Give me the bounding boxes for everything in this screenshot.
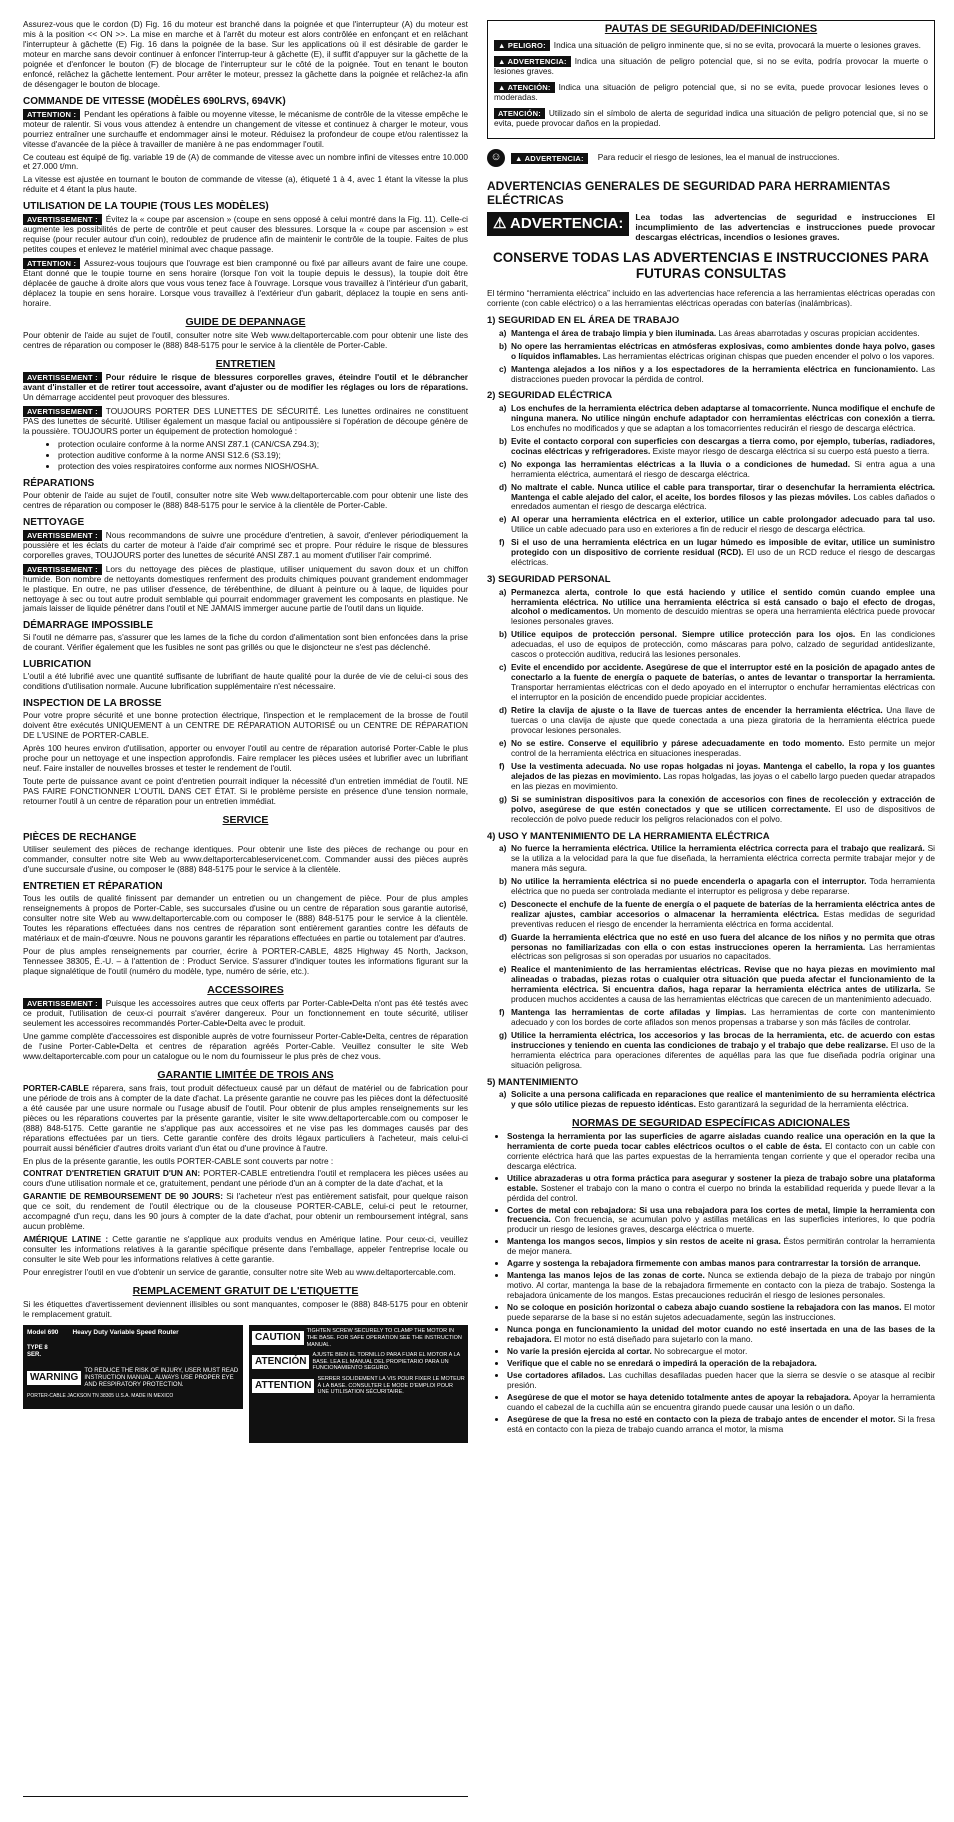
list-item bbox=[499, 1008, 935, 1028]
list-item bbox=[499, 900, 935, 930]
reparations-heading: RÉPARATIONS bbox=[23, 477, 95, 489]
item-letter: c) bbox=[499, 662, 507, 673]
list-item bbox=[507, 1132, 935, 1172]
list-item bbox=[499, 630, 935, 660]
item-detail: Los cables dañados o enredados aumentan el riesgo de descarga eléctrica. bbox=[511, 491, 935, 512]
section-4-list bbox=[487, 844, 935, 1071]
list-item bbox=[507, 1325, 935, 1345]
list-item bbox=[507, 1359, 935, 1369]
nettoyage-text-2: Lors du nettoyage des pièces de plastique, utiliser uniquement du savon doux et un chiffon humide. Bon nombre de nettoyants domestiques renferment des produits chimiques pouvant grandement endommager le plastique. En outre, ne pas utiliser d'essence, de térébenthine, de diluant à peinture ou à laque, de liquides pour nettoyage à sec ou tout autre produit semblable qui pourrait endommager gravement les composants en plastique. Ne jamais laisser de liquide pénétrer dans l'outil et NE JAMAIS immerger aucune partie de l'outil dans un liquide. bbox=[23, 563, 468, 614]
normas-list bbox=[499, 1132, 935, 1435]
item-detail: Las herramientas de corte con mantenimiento adecuado y con los bordes de corte afilados son menos propensas a trabarse y son más fáciles de controlar. bbox=[511, 1007, 935, 1028]
definitions-title: PAUTAS DE SEGURIDAD/DEFINICIONES bbox=[604, 23, 818, 35]
inspection-paragraph-2: Après 100 heures environ d'utilisation, apporter ou envoyer l'outil au centre de réparation autorisé Porter-Cable le plus proche pour un nettoyage et une inspection approfondis. Faire remplacer les pièces usées et lubrifier avec un lubrifiant neuf. Faire installer de nouvelles brosses et tester le rendement de l'outil. bbox=[23, 743, 468, 773]
item-bold: Realice el mantenimiento de las herramientas eléctricas. Revise que no haya piezas en movimiento mal alineadas o trabadas, piezas rotas o cualquier otra situación que pueda afectar el funcionamiento de la herramienta eléctrica. Si encuentra daños, haga reparar la herramienta eléctrica antes de utilizarla. bbox=[511, 964, 935, 995]
list-item bbox=[499, 588, 935, 628]
list-item bbox=[507, 1415, 935, 1435]
item-bold: Guarde la herramienta eléctrica que no esté en uso fuera del alcance de los niños y no permita que otras personas no familiarizadas con ella o con estas instrucciones operen la herramienta. bbox=[511, 931, 935, 952]
advertencia-text: Lea todas las advertencias de seguridad e instrucciones El incumplimiento de las advertencias e instrucciones puede provocar descargas eléctricas, incendios o lesiones graves. bbox=[635, 211, 935, 243]
norma-detail: No sobrecargue el motor. bbox=[651, 1345, 748, 1356]
norma-bold: No se coloque en posición horizontal o cabeza abajo cuando sostiene la rebajadora con las manos. bbox=[507, 1302, 902, 1313]
item-text bbox=[511, 844, 935, 874]
item-text bbox=[511, 538, 935, 568]
accessoires-paragraph-1 bbox=[23, 998, 468, 1029]
avertissement-tag: AVERTISSEMENT : bbox=[23, 406, 102, 417]
garantie-text-3: PORTER-CABLE entretiendra l'outil et remplacera les pièces usées au cours d'une utilisation normale et ce, gratuitement, pendant une période d'un an à compter de la date d'achat, et la bbox=[23, 1168, 468, 1189]
definitions-box bbox=[487, 20, 935, 139]
list-item bbox=[499, 739, 935, 759]
item-detail: El uso de dispositivos de recolección de polvo puede reducir los peligros relacionados con el polvo. bbox=[511, 803, 936, 824]
advertencia-tag: ▲ ADVERTENCIA: bbox=[511, 153, 588, 164]
item-text bbox=[511, 329, 935, 339]
def-advertencia-text: Indica una situación de peligro potencial que, si no se evita, podría provocar la muerte o lesiones graves. bbox=[494, 56, 928, 77]
norma-detail: Si la fresa está en contacto con la pieza de trabajo cuando arranca el motor, la misma bbox=[507, 1413, 935, 1434]
bottom-divider bbox=[23, 1796, 468, 1797]
entretien-heading: ENTRETIEN bbox=[215, 357, 276, 370]
item-text bbox=[511, 795, 935, 825]
item-letter: g) bbox=[499, 793, 507, 804]
item-detail: El uso de un RCD reduce el riesgo de descargas eléctricas. bbox=[511, 547, 935, 568]
list-item bbox=[499, 538, 935, 568]
item-detail: Utilice un cable adecuado para uso en exteriores a fin de reducir el riesgo de descarga eléctrica. bbox=[511, 524, 866, 535]
entretien-text-2: TOUJOURS PORTER DES LUNETTES DE SÉCURITÉ. Les lunettes ordinaires ne constituent PAS des lunettes de sécurité. Utiliser également un masque facial ou antipoussière si l'opération de découpe génère de la poussière. TOUJOURS porter un équipement de protection homologué : bbox=[23, 406, 468, 436]
list-item bbox=[499, 762, 935, 792]
avertissement-tag: AVERTISSEMENT : bbox=[23, 564, 102, 575]
item-letter: b) bbox=[499, 340, 507, 351]
entretien-reparation-paragraph-1: Tous les outils de qualité finissent par demander un entretien ou un changement de pièce. Pour de plus amples renseignements à propos de Porter-Cable, ses succursales d'usine ou un centre de réparation sous garantie autorisé, consulter notre site Web au www.deltaportercable.com ou composer le (888) 848-5175 pour le service à la clientèle. Toutes les réparations effectuées dans nos centres de réparation sont entièrement garanties contre les défauts de matériaux et de main-d'œuvre. Nous ne pouvons garantir les réparations effectuées en partie ou totalement par d'autres. bbox=[23, 893, 468, 944]
label-caution: CAUTION bbox=[252, 1331, 304, 1345]
def-atencion bbox=[494, 82, 928, 103]
list-item bbox=[499, 877, 935, 897]
label-atencion-text: AJUSTE BIEN EL TORNILLO PARA FIJAR EL MOTOR A LA BASE. LEA EL MANUAL DEL PROPIETARIO PARA UN FUNCIONAMIENTO SEGURO. bbox=[312, 1352, 460, 1372]
section-3-heading: 3) SEGURIDAD PERSONAL bbox=[487, 574, 611, 586]
item-text bbox=[511, 965, 935, 1005]
item-letter: e) bbox=[499, 964, 507, 975]
norma-detail: Con frecuencia, se acumulan polvo y astillas metálicas en las superficies interiores, lo que podría producir un riesgo de lesiones graves, descarga eléctrica o muerte. bbox=[507, 1214, 935, 1235]
item-bold: Evite el encendido por accidente. Asegúrese de que el interruptor esté en la posición de apagado antes de conectarlo a la fuente de energía o paquete de baterías, o antes de levantar o transportar la herramienta. bbox=[511, 662, 935, 683]
item-text bbox=[511, 706, 935, 736]
list-item bbox=[507, 1347, 935, 1357]
list-item bbox=[507, 1259, 935, 1269]
contrat-bold: CONTRAT D'ENTRETIEN GRATUIT D'UN AN: bbox=[23, 1168, 201, 1179]
norma-detail: Sostener el trabajo con la mano o contra el cuerpo no brinda la estabilidad requerida y puede llevar a la pérdida del control. bbox=[507, 1182, 935, 1203]
section-3-list bbox=[487, 588, 935, 825]
general-warnings-title: ADVERTENCIAS GENERALES DE SEGURIDAD PARA HERRAMIENTAS ELÉCTRICAS bbox=[487, 179, 891, 208]
toupie-heading: UTILISATION DE LA TOUPIE (TOUS LES MODÈLES) bbox=[23, 201, 269, 213]
garantie-paragraph-5 bbox=[23, 1235, 468, 1265]
garantie-text-5: Cette garantie ne s'applique aux produits vendus en Amérique latine. Pour ceux-ci, veuillez consulter les informations relatives à la garantie spécifique présente dans l'emballage, appeler l'entreprise locale ou consulter le site Web pour les informations relatives à cette garantie. bbox=[23, 1234, 468, 1265]
norma-detail: El motor no está diseñado para sujetarlo con la mano. bbox=[551, 1333, 753, 1344]
section-1-list bbox=[487, 329, 935, 385]
def-peligro bbox=[494, 40, 928, 51]
item-detail: El uso de la herramienta eléctrica para operaciones diferentes de aquéllas para las que fue diseñada podría originar una situación peligrosa. bbox=[511, 1040, 935, 1070]
speed-heading: COMMANDE DE VITESSE (MODÈLES 690LRVS, 694VK) bbox=[23, 95, 286, 107]
list-item bbox=[499, 365, 935, 385]
item-detail: Un momento de descuido mientras se opera una herramienta eléctrica puede provocar lesiones personales graves. bbox=[511, 606, 935, 627]
item-text bbox=[511, 900, 935, 930]
def-atencion-text: Indica una situación de peligro potencial que, si no se evita, puede provocar lesiones leves o moderadas. bbox=[494, 82, 928, 103]
entretien-text-1: Un démarrage accidentel peut provoquer des blessures. bbox=[23, 392, 230, 403]
avertissement-tag: AVERTISSEMENT : bbox=[23, 998, 102, 1009]
item-detail: Existe mayor riesgo de descarga eléctrica si su cuerpo está puesto a tierra. bbox=[650, 445, 930, 456]
item-detail: Transportar herramientas eléctricas con el dedo apoyado en el interruptor o enchufar herramientas eléctricas con el interruptor en la posición de encendido puede propiciar accidentes. bbox=[511, 682, 935, 703]
atencion-tag-text: ATENCIÓN: bbox=[507, 83, 551, 93]
def-atencion-2 bbox=[494, 108, 928, 129]
item-detail: Las áreas abarrotadas y oscuras propician accidentes. bbox=[716, 327, 920, 338]
def-peligro-text: Indica una situación de peligro inminente que, si no se evita, provocará la muerte o lesiones graves. bbox=[553, 40, 921, 51]
label-attention: ATTENTION bbox=[252, 1379, 314, 1393]
list-item bbox=[499, 460, 935, 480]
item-letter: e) bbox=[499, 514, 507, 525]
label-warning-text: TO REDUCE THE RISK OF INJURY, USER MUST READ INSTRUCTION MANUAL. ALWAYS USE PROPER EYE AND RESPIRATORY PROTECTION. bbox=[84, 1367, 239, 1389]
item-letter: b) bbox=[499, 629, 507, 640]
item-bold: Evite el contacto corporal con superficies con descargas a tierra como, por ejemplo, tuberías, radiadores, cocinas eléctricas y refrigeradores. bbox=[511, 435, 935, 456]
inspection-paragraph-3: Toute perte de puissance avant ce point d'entretien pourrait indiquer la nécessité d'un entretien immédiat de l'outil. NE PAS FAIRE FONCTIONNER L'OUTIL DANS CET ÉTAT. Si le problème persiste en présence d'une tension normale, retourner l'outil à un centre de réparation pour un entretien immédiat. bbox=[23, 775, 468, 806]
item-detail: Esto garantizará la seguridad de la herramienta eléctrica. bbox=[695, 1099, 909, 1110]
def-advertencia bbox=[494, 56, 928, 77]
section-5-list bbox=[487, 1090, 935, 1110]
item-text bbox=[511, 739, 935, 759]
item-bold: Mantenga alejados a los niños y a los espectadores de la herramienta eléctrica en funcionamiento. bbox=[511, 363, 919, 374]
accessoires-text-1: Puisque les accessoires autres que ceux offerts par Porter-Cable•Delta n'ont pas été testés avec ce produit, l'utilisation de ceux-ci pourrait s'avérer dangereux. Pour un fonctionnement en toute sécurité, utiliser seulement les accessoires recommandés Porter-Cable•Delta avec le produit. bbox=[23, 998, 468, 1029]
item-detail: Una llave de tuercas o una clavija de ajuste que quede conectada a una pieza giratoria de la herramienta eléctrica puede provocar lesiones personales. bbox=[511, 705, 935, 735]
list-item bbox=[499, 329, 935, 339]
remboursement-bold: GARANTIE DE REMBOURSEMENT DE 90 JOURS: bbox=[23, 1191, 224, 1202]
manual-tag-text: ADVERTENCIA: bbox=[524, 153, 584, 163]
item-letter: b) bbox=[499, 435, 507, 446]
item-letter: a) bbox=[499, 327, 507, 338]
avertissement-tag: AVERTISSEMENT : bbox=[23, 372, 102, 383]
norma-bold: Sostenga la herramienta por las superficies de agarre aisladas cuando realice una operación en la que la herramienta de corte pueda tocar cables eléctricos ocultos o el cable de ésta. bbox=[507, 1130, 935, 1151]
item-text bbox=[511, 365, 935, 385]
remplacement-heading: REMPLACEMENT GRATUIT DE L'ETIQUETTE bbox=[132, 1284, 359, 1297]
toupie-text-1: Évitez la « coupe par ascension » (coupe en sens opposé à celui montré dans la Fig. 11). Celle-ci augmente les possibilités de perte de contrôle et peut causer des blessures. Lorsque la « coupe par ascension » est requise (pour reculer autour d'un coin), redoublez de prudence afin de maintenir le contrôle de la toupie. Faites de plus petites coupes et enlevez le matériel minimal avec chaque passage. bbox=[23, 214, 468, 255]
pieces-paragraph: Utiliser seulement des pièces de rechange identiques. Pour obtenir une liste des pièces de rechange ou pour en commander, consulter notre site Web au www.deltaportercableservicenet.com. Commander aussi des pièces auprès d'une succursale d'usine, ou composer le (888) 848-5175 pour le service à la clientèle. bbox=[23, 844, 468, 875]
demarrage-heading: DÉMARRAGE IMPOSSIBLE bbox=[23, 620, 154, 632]
entretien-reparation-heading: ENTRETIEN ET RÉPARATION bbox=[23, 881, 163, 893]
norma-detail: El contacto con un cable con corriente eléctrica hará que las partes expuestas de la herramienta tengan corriente y que el operador reciba una descarga eléctrica. bbox=[507, 1140, 935, 1171]
section-4-heading: 4) USO Y MANTENIMIENTO DE LA HERRAMIENTA ELÉCTRICA bbox=[487, 830, 770, 842]
list-item bbox=[499, 933, 935, 963]
normas-title: NORMAS DE SEGURIDAD ESPECÍFICAS ADICIONALES bbox=[572, 1117, 850, 1130]
item-text bbox=[511, 515, 935, 535]
item-letter: a) bbox=[499, 586, 507, 597]
item-letter: f) bbox=[499, 760, 505, 771]
protection-list bbox=[58, 440, 468, 472]
item-detail: Las ropas holgadas, las joyas o el cabello largo pueden quedar atrapados en las piezas en movimiento. bbox=[511, 770, 935, 791]
item-detail: Se producen muchos accidentes a causa de las herramientas eléctricas que carecen de un mantenimiento adecuado. bbox=[511, 984, 935, 1005]
attention-tag: ATTENTION : bbox=[23, 109, 80, 120]
guide-paragraph: Pour obtenir de l'aide au sujet de l'outil, consulter notre site Web www.deltaportercable.com pour obtenir une liste des centres de réparation ou composer le (888) 848-5175 pour le service à la clientèle de Porter-Cable. bbox=[23, 329, 468, 350]
item-detail: Esto permite un mejor control de la herramienta eléctrica en situaciones inesperadas. bbox=[511, 737, 935, 758]
label-model: Model 690 bbox=[27, 1329, 59, 1337]
toupie-text-2: Assurez-vous toujours que l'ouvrage est bien cramponné ou fixé par ailleurs avant de faire une coupe. Étant donné que le toupie tourne en sens horaire (lorsque l'on voit la toupie depuis le dessus), la toupie doit être déplacée de gauche à droite alors que vous vous tenez face à l'ouvrage. Lorsque vous travaillez à l'intérieur d'un gabarit, déplacez la toupie en sens horaire. Lorsque vous travaillez à l'extérieur d'un gabarit, déplacez la toupie en sens anti-horaire. bbox=[23, 258, 468, 309]
list-item bbox=[507, 1206, 935, 1236]
label-caution-text: TIGHTEN SCREW SECURELY TO CLAMP THE MOTOR IN THE BASE. FOR SAFE OPERATION SEE THE INSTRUCTION MANUAL. bbox=[306, 1328, 462, 1348]
item-text bbox=[511, 342, 935, 362]
item-letter: f) bbox=[499, 1007, 505, 1018]
item-bold: Al operar una herramienta eléctrica en el exterior, utilice un cable prolongador adecuado para tal uso. bbox=[511, 514, 935, 525]
item-text bbox=[511, 877, 935, 897]
item-bold: Mantenga las herramientas de corte afiladas y limpias. bbox=[511, 1007, 747, 1018]
list-item bbox=[499, 663, 935, 703]
item-bold: No fuerce la herramienta eléctrica. Utilice la herramienta eléctrica correcta para el trabajo que realizará. bbox=[511, 842, 925, 853]
service-heading: SERVICE bbox=[222, 813, 269, 826]
item-detail: Las herramientas eléctricas originan chispas que pueden encender el polvo o los vapores. bbox=[600, 350, 935, 361]
garantie-brand: PORTER-CABLE bbox=[23, 1082, 89, 1093]
intro-paragraph: Assurez-vous que le cordon (D) Fig. 16 du moteur est branché dans la poignée et que l'interrupteur (A) du moteur est mis à la position << ON >>. La mise en marche et à l'arrêt du moteur est alors contrôlée en enfonçant et en relâchant l'interrupteur à gâchette (E) Fig. 16 dans la poignée de la base. Sur les applications où il est désirable de garder le moteur en marche sans devoir continuer à enfoncer l'interrup-teur à gâchette (E), il suffit d'appuyer sur la gâchette de la poignée et d'enfoncer le bouton (F) de blocage de l'interrupteur sur le côté de la poignée. Tout en tenant le bouton enfoncé, relâchez la gâchette lentement. Pour arrêter le moteur, pressez la gâchette dans la poignée et relâchez-la afin de désengager le bouton de blocage. bbox=[23, 19, 468, 89]
item-bold: No maltrate el cable. Nunca utilice el cable para transportar, tirar o desenchufar la herramienta eléctrica. Mantenga el cable alejado del calor, el aceite, los bordes filosos y las piezas móviles. bbox=[511, 481, 935, 502]
norma-bold: Asegúrese de que la fresa no esté en contacto con la pieza de trabajo antes de encender el motor. bbox=[507, 1413, 896, 1424]
item-detail: Si se la utiliza a la velocidad para la que fue diseñada, la herramienta eléctrica correcta permite trabajar mejor y de manera más segura. bbox=[511, 842, 936, 873]
term-paragraph: El término “herramienta eléctrica” incluido en las advertencias hace referencia a las herramientas eléctricas operadas con corriente (con cable eléctrico) o a las herramientas eléctricas operadas con baterías (inalámbricas). bbox=[487, 288, 935, 309]
item-letter: a) bbox=[499, 842, 507, 853]
garantie-paragraph-4 bbox=[23, 1192, 468, 1232]
label-attention-text: SERRER SOLIDEMENT LA VIS POUR FIXER LE MOTEUR À LA BASE. CONSULTER LE MODE D'EMPLOI POUR UNE UTILISATION SÉCURITAIRE. bbox=[317, 1376, 465, 1396]
list-item bbox=[499, 795, 935, 825]
item-letter: f) bbox=[499, 537, 505, 548]
attention-tag: ATTENTION : bbox=[23, 258, 80, 269]
speed-paragraph-1 bbox=[23, 109, 468, 150]
entretien-reparation-paragraph-2: Pour de plus amples renseignements par courrier, écrire à PORTER-CABLE, 4825 Highway 45 North, Jackson, Tennessee 38305, É.-U. – à l'attention de : Product Service. S'assurer d'indiquer toutes les informations figurant sur la plaque signalétique de l'outil (numéro du modèle, type, numéro de série, etc.). bbox=[23, 946, 468, 976]
lubrication-paragraph: L'outil a été lubrifié avec une quantité suffisante de lubrifiant de haute qualité pour la durée de vie de celui-ci sous des conditions d'utilisation normale. Aucune lubrification supplémentaire n'est nécessaire. bbox=[23, 671, 468, 692]
item-bold: No exponga las herramientas eléctricas a la lluvia o a condiciones de humedad. bbox=[511, 458, 851, 469]
item-bold: No se estire. Conserve el equilibrio y párese adecuadamente en todo momento. bbox=[511, 737, 845, 748]
inspection-paragraph-1: Pour votre propre sécurité et une bonne protection électrique, l'inspection et le remplacement de la brosse de l'outil doivent être exécutés UNIQUEMENT à un CENTRE DE RÉPARATION AUTORISÉ ou un CENTRE DE RÉPARATION DE L'USINE de PORTER-CABLE. bbox=[23, 710, 468, 741]
item-bold: No utilice la herramienta eléctrica si no puede encenderla o apagarla con el interruptor. bbox=[511, 875, 867, 886]
item-text bbox=[511, 1008, 935, 1028]
advertencia-tag: ▲ ADVERTENCIA: bbox=[494, 56, 571, 67]
item-text bbox=[511, 663, 935, 703]
lubrication-heading: LUBRICATION bbox=[23, 659, 92, 671]
caution-label bbox=[249, 1325, 468, 1443]
list-item bbox=[507, 1393, 935, 1413]
item-bold: Use la vestimenta adecuada. No use ropas holgadas ni joyas. Mantenga el cabello, la ropa y los guantes alejados de las piezas en movimiento. bbox=[511, 760, 935, 781]
item-text bbox=[511, 762, 935, 792]
peligro-tag: ▲ PELIGRO: bbox=[494, 40, 550, 51]
item-text bbox=[511, 460, 935, 480]
guide-heading: GUIDE DE DEPANNAGE bbox=[185, 316, 306, 329]
item-detail: En las condiciones adecuadas, el uso de equipos de protección, como máscaras para polvo, calzado de seguridad antideslizante, cascos o protección auditiva, reducirá las lesiones personales. bbox=[511, 629, 935, 660]
item-text bbox=[511, 404, 935, 434]
list-item bbox=[507, 1271, 935, 1301]
entretien-paragraph-2 bbox=[23, 406, 468, 437]
garantie-text-4: Si l'acheteur n'est pas entièrement satisfait, pour quelque raison que ce soit, du rendement de l'outil électrique ou de la clouseuse PORTER-CABLE, celui-ci peut le retourner, accompagné d'un reçu, dans les 90 jours à compter de la date d'achat, pour obtenir un remboursement intégral, sans aucun problème. bbox=[23, 1191, 469, 1232]
item-text bbox=[511, 483, 935, 513]
manual-text: Para reducir el riesgo de lesiones, lea el manual de instrucciones. bbox=[597, 152, 840, 163]
item-detail: Toda herramienta eléctrica que no pueda ser controlada mediante el interruptor es peligrosa y debe repararse. bbox=[511, 875, 935, 896]
norma-bold: Cortes de metal con rebajadora: Si usa una rebajadora para los cortes de metal, limpie la herramienta con frecuencia. bbox=[507, 1204, 935, 1225]
pieces-heading: PIÈCES DE RECHANGE bbox=[23, 832, 137, 844]
nameplate-label bbox=[23, 1325, 243, 1409]
remplacement-paragraph: Si les étiquettes d'avertissement deviennent illisibles ou sont manquantes, composer le (888) 848-5175 pour en obtenir le remplacement gratuit. bbox=[23, 1298, 468, 1319]
advertencia-big-tag: ⚠ ADVERTENCIA: bbox=[487, 212, 629, 236]
list-item bbox=[499, 844, 935, 874]
item-bold: Mantenga el área de trabajo limpia y bien iluminada. bbox=[511, 327, 717, 338]
item-text bbox=[511, 933, 935, 963]
advertencia-row bbox=[487, 212, 935, 243]
item-detail: Las herramientas eléctricas son peligrosas si son operadas por usuarios no capacitados. bbox=[511, 941, 935, 962]
section-1-heading: 1) SEGURIDAD EN EL ÁREA DE TRABAJO bbox=[487, 315, 680, 327]
garantie-paragraph-3 bbox=[23, 1169, 468, 1189]
item-letter: c) bbox=[499, 363, 507, 374]
manual-warning-row bbox=[487, 149, 935, 167]
item-letter: d) bbox=[499, 931, 507, 942]
speed-paragraph-2: Ce couteau est équipé de fig. variable 19 de (A) de commande de vitesse avec un nombre infini de vitesses entre 10.000 et 27.000 t/mn. bbox=[23, 151, 468, 172]
peligro-tag-text: PELIGRO: bbox=[507, 41, 546, 51]
list-item bbox=[507, 1303, 935, 1323]
nettoyage-paragraph-1 bbox=[23, 530, 468, 561]
item-detail: Estas medidas de seguridad preventivas reducen el riesgo de encender la herramienta eléctrica en forma accidental. bbox=[511, 908, 935, 929]
advertencia-tag-text: ADVERTENCIA: bbox=[507, 57, 567, 67]
list-item bbox=[499, 342, 935, 362]
reparations-paragraph: Pour obtenir de l'aide au sujet de l'outil, consulter notre site Web www.deltaportercable.com pour obtenir une liste des centres de réparation ou composer le (888) 848-5175 pour le service à la clientèle de Porter-Cable. bbox=[23, 489, 468, 510]
item-bold: Desconecte el enchufe de la fuente de energía o el paquete de baterías de la herramienta eléctrica antes de realizar ajustes, cambiar accesorios o almacenar la herramienta eléctrica. bbox=[511, 898, 935, 919]
nettoyage-text-1: Nous recommandons de suivre une procédure d'entretien, à savoir, d'enlever périodiquement la poussière et les éclats du carter de moteur à l'aide d'air comprimé sec et propre. Pour réduire le risque de blessures corporelles graves, TOUJOURS porter des lunettes de sécurité ANSI Z87.1 au moment d'utiliser l'air comprimé. bbox=[23, 529, 468, 560]
list-item bbox=[499, 404, 935, 434]
list-item: • protection auditive conforme à la norme ANSI S12.6 (S3.19); bbox=[58, 451, 468, 461]
item-detail: Los enchufes no modificados y que se adaptan a los tomacorrientes reducirán el riesgo de descarga eléctrica. bbox=[511, 422, 916, 433]
toupie-paragraph-1 bbox=[23, 214, 468, 255]
item-text bbox=[511, 588, 935, 628]
left-column bbox=[23, 20, 468, 1445]
atencion-tag: ATENCIÓN: bbox=[494, 108, 545, 119]
right-column bbox=[487, 20, 935, 1437]
list-item bbox=[499, 437, 935, 457]
item-bold: Si se suministran dispositivos para la conexión de accesorios con fines de recolección y extracción de polvo, asegúrese de que estén conectados y que se utilicen correctamente. bbox=[511, 793, 935, 814]
item-letter: b) bbox=[499, 875, 507, 886]
garantie-text-1: réparera, sans frais, tout produit défectueux causé par un défaut de matériel ou de fabrication pour une période de trois ans à compter de la date d'achat. La présente garantie ne couvre pas les pièces dont la défectuosité a été causée par une usure normale ou l'usage abusif de l'outil. Pour obtenir de plus amples renseignements sur les pièces ou les réparations couvertes par la présente garantie, visiter le site www.deltaportercable.com ou composer le (888) 848-5175. Cette garantie ne s'applique pas aux accessoires et ne vise pas les dommages causés par des réparations effectuées par un tiers. Cette garantie confère des droits légaux particuliers à l'acheteur, mais celui-ci pourrait aussi bénéficier d'autres droits variant d'un état ou d'une province à l'autre. bbox=[23, 1082, 468, 1153]
item-detail: Las distracciones pueden provocar la pérdida de control. bbox=[511, 363, 935, 384]
item-bold: Retire la clavija de ajuste o la llave de tuercas antes de encender la herramienta eléctrica. bbox=[511, 705, 883, 716]
list-item: • protection des voies respiratoires conforme aux normes NIOSH/OSHA. bbox=[58, 462, 468, 472]
def-atencion-2-text: Utilizado sin el símbolo de alerta de seguridad indica una situación de peligro potencial que, si no se evita, puede provocar daños en la propiedad. bbox=[494, 108, 928, 129]
norma-bold: No varíe la presión ejercida al cortar. bbox=[507, 1345, 652, 1356]
list-item bbox=[507, 1371, 935, 1391]
list-item bbox=[499, 706, 935, 736]
norma-bold: Nunca ponga en funcionamiento la unidad del motor cuando no esté insertada en una de las bases de la rebajadora. bbox=[507, 1323, 935, 1344]
norma-detail: Éstos permitirán controlar la herramienta de mejor manera. bbox=[507, 1236, 935, 1257]
accessoires-paragraph-2: Une gamme complète d'accessoires est disponible auprès de votre fournisseur Porter-Cable•Delta, centres de réparation de l'usine Porter-Cable•Delta et centres de réparation agréés Porter-Cable. Veuillez consulter le site Web www.deltaportercable.com pour un catalogue ou le nom du fournisseur le plus près de chez vous. bbox=[23, 1031, 468, 1062]
item-letter: g) bbox=[499, 1030, 507, 1041]
label-atencion: ATENCIÓN bbox=[252, 1355, 309, 1369]
item-text bbox=[511, 437, 935, 457]
inspection-heading: INSPECTION DE LA BROSSE bbox=[23, 698, 162, 710]
item-text bbox=[511, 1090, 935, 1110]
avertissement-tag: AVERTISSEMENT : bbox=[23, 530, 102, 541]
item-bold: Si el uso de una herramienta eléctrica en un lugar húmedo es imposible de evitar, utilice un suministro protegido con un dispositivo de corriente residual (RCD). bbox=[511, 537, 935, 558]
nettoyage-paragraph-2 bbox=[23, 564, 468, 615]
list-item: • protection oculaire conforme à la norme ANSI Z87.1 (CAN/CSA Z94.3); bbox=[58, 440, 468, 450]
norma-detail: Nunca se extienda debajo de la pieza de trabajo por ningún motivo. Al cortar, mantenga la base de la rebajadora firmemente en contacto con la pieza de trabajo. Sostenga la rebajadora únicamente de los mangos. Estas precauciones reducirán el riesgo de lesiones personales. bbox=[507, 1270, 935, 1301]
item-bold: Utilice equipos de protección personal. Siempre utilice protección para los ojos. bbox=[511, 629, 856, 640]
nettoyage-heading: NETTOYAGE bbox=[23, 516, 85, 528]
garantie-paragraph-1 bbox=[23, 1084, 468, 1154]
warning-labels-image bbox=[23, 1325, 468, 1445]
section-5-heading: 5) MANTENIMIENTO bbox=[487, 1076, 579, 1088]
avertissement-tag: AVERTISSEMENT : bbox=[23, 214, 102, 225]
label-ser: SER. bbox=[27, 1352, 42, 1359]
norma-detail: Las cuchillas desafiladas pueden hacer que la sierra se desvíe o se atasque al recibir presión. bbox=[507, 1369, 935, 1390]
garantie-paragraph-6: Pour enregistrer l'outil en vue d'obtenir un service de garantie, consulter notre site Web au www.deltaportercable.com. bbox=[23, 1267, 456, 1278]
item-bold: Los enchufes de la herramienta eléctrica deben adaptarse al tomacorriente. Nunca modifique el enchufe de ninguna manera. No utilice ningún enchufe adaptador con herramientas eléctricas con conexión a tierra. bbox=[511, 402, 935, 423]
norma-bold: Asegúrese de que el motor se haya detenido totalmente antes de apoyar la rebajadora. bbox=[507, 1391, 852, 1402]
item-bold: No opere las herramientas eléctricas en atmósferas explosivas, como ambientes donde haya polvo, gases o líquidos inflamables. bbox=[511, 340, 935, 361]
speed-paragraph-3: La vitesse est ajustée en tournant le bouton de commande de vitesse (a), étiqueté 1 à 4, avec 1 étant la vitesse la plus réduite et 4 étant la plus haute. bbox=[23, 174, 468, 195]
norma-bold: Use cortadores afilados. bbox=[507, 1369, 606, 1380]
read-manual-icon: ☺ bbox=[487, 149, 505, 167]
list-item bbox=[507, 1174, 935, 1204]
section-2-heading: 2) SEGURIDAD ELÉCTRICA bbox=[487, 390, 613, 402]
item-detail: Si entra agua a una herramienta eléctrica, aumentará el riesgo de descarga eléctrica. bbox=[511, 458, 935, 479]
list-item bbox=[499, 515, 935, 535]
norma-bold: Mantenga los mangos secos, limpios y sin restos de aceite ni grasa. bbox=[507, 1236, 781, 1247]
norma-bold: Utilice abrazaderas u otra forma práctica para asegurar y sostener la pieza de trabajo sobre una plataforma estable. bbox=[507, 1172, 935, 1193]
item-letter: a) bbox=[499, 402, 507, 413]
norma-bold: Agarre y sostenga la rebajadora firmemente con ambas manos para contrarrestar la torsión de arranque. bbox=[507, 1258, 921, 1269]
item-letter: c) bbox=[499, 458, 507, 469]
garantie-paragraph-2: En plus de la présente garantie, les outils PORTER-CABLE sont couverts par notre : bbox=[23, 1155, 334, 1166]
accessoires-heading: ACCESSOIRES bbox=[207, 983, 284, 996]
item-letter: c) bbox=[499, 898, 507, 909]
list-item bbox=[499, 1090, 935, 1110]
item-bold: Utilice la herramienta eléctrica, los accesorios y las brocas de la herramienta, etc. de acuerdo con estas instrucciones y teniendo en cuenta las condiciones de trabajo y el trabajo que debe realizarse. bbox=[511, 1030, 935, 1051]
list-item bbox=[499, 1031, 935, 1071]
item-letter: d) bbox=[499, 481, 507, 492]
item-letter: e) bbox=[499, 737, 507, 748]
amerique-bold: AMÉRIQUE LATINE : bbox=[23, 1234, 109, 1245]
label-title: Heavy Duty Variable Speed Router bbox=[72, 1329, 179, 1337]
section-2-list bbox=[487, 404, 935, 568]
item-letter: a) bbox=[499, 1089, 507, 1100]
norma-bold: Verifique que el cable no se enredará o impedirá la operación de la rebajadora. bbox=[507, 1357, 817, 1368]
entretien-bold: Pour réduire le risque de blessures corporelles graves, éteindre l'outil et le débrancher avant d'installer et de retirer tout accessoire, avant d'ajuster ou de modifier les réglages ou lors de réparations. bbox=[23, 372, 468, 393]
norma-detail: El motor puede separarse de la base si no están sujetos adecuadamente, según las instrucciones. bbox=[507, 1302, 935, 1323]
label-type: TYPE 8 bbox=[27, 1345, 48, 1352]
atencion-tag: ▲ ATENCIÓN: bbox=[494, 82, 555, 93]
garantie-heading: GARANTIE LIMITÉE DE TROIS ANS bbox=[157, 1069, 334, 1082]
item-bold: Permanezca alerta, controle lo que está haciendo y utilice el sentido común cuando emplee una herramienta eléctrica. No utilice una herramienta eléctrica si está cansado o bajo el efecto de drogas, alcohol o medicamentos. bbox=[511, 586, 935, 617]
label-warning: WARNING bbox=[27, 1371, 81, 1385]
list-item bbox=[499, 965, 935, 1005]
speed-text-1: Pendant les opérations à faible ou moyenne vitesse, le mécanisme de contrôle de la vitesse empêche le moteur de ralentir. Si vous vous attendez à entendre un changement de vitesse et continuez à charger le moteur, vous pourriez entraîner une surchauffe et endommager ainsi le moteur. Réduisez la profondeur de coupe et/ou ralentissez la vitesse d'avancée de la pièce à travailler de manière à ne pas endommager l'outil. bbox=[23, 108, 468, 149]
entretien-paragraph-1 bbox=[23, 372, 468, 403]
label-made: PORTER-CABLE JACKSON TN 38305 U.S.A. MADE IN MEXICO bbox=[27, 1393, 174, 1400]
toupie-paragraph-2 bbox=[23, 258, 468, 309]
item-letter: d) bbox=[499, 705, 507, 716]
list-item bbox=[499, 483, 935, 513]
item-text bbox=[511, 630, 935, 660]
conserve-title: CONSERVE TODAS LAS ADVERTENCIAS E INSTRUCCIONES PARA FUTURAS CONSULTAS bbox=[492, 250, 930, 281]
list-item bbox=[507, 1237, 935, 1257]
norma-bold: Mantenga las manos lejos de las zonas de corte. bbox=[507, 1270, 705, 1281]
item-text bbox=[511, 1031, 935, 1071]
item-bold: Solicite a una persona calificada en reparaciones que realice el mantenimiento de su herramienta eléctrica y que sólo utilice piezas de repuesto idénticas. bbox=[511, 1089, 935, 1110]
demarrage-paragraph: Si l'outil ne démarre pas, s'assurer que les lames de la fiche du cordon d'alimentation sont bien enfoncées dans la prise de courant. Vérifier également que les fusibles ne sont pas grillés ou que le disjoncteur ne s'est pas déclenché. bbox=[23, 632, 468, 653]
norma-detail: Apoyar la herramienta cuando el cabezal de la cuchilla aún se encuentra girando puede causar una lesión o un daño. bbox=[507, 1391, 935, 1412]
